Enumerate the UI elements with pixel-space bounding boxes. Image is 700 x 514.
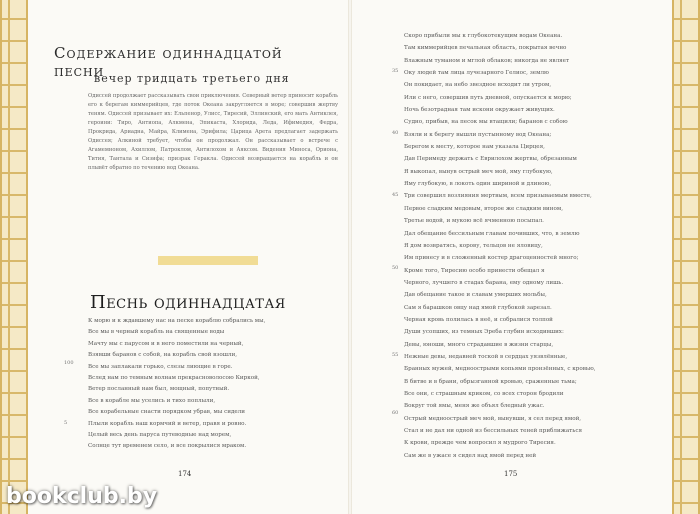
- verse-line: Скоро прибыли мы к глубокотекущим водам Океана.: [404, 33, 563, 39]
- verse-line: Судно, прибыв, на песок мы втащили; баранов с собою: [404, 119, 568, 126]
- verse-line: Все корабельные снасти порядком убрав, мы сидели: [88, 409, 245, 416]
- verse-line: Души усопших, из темных Эреба глубин исходивших:: [404, 329, 564, 336]
- verse-line: Все они, с страшным криком, со всех сторон бродили: [404, 390, 564, 397]
- verse-line: Вслед нам по темным волнам прекрасноволосою Киркой,: [88, 375, 260, 382]
- highlight-bar: [158, 256, 258, 265]
- line-number-marker: 100: [64, 360, 74, 366]
- verse-line: Кроме того, Тиресию особо принести обещал я: [404, 267, 545, 274]
- verse-line: Яму глубокую, в локоть один шириной и длиною,: [404, 181, 552, 188]
- left-page: [30, 0, 348, 514]
- verse-line: Вокруг той ямы, меня же объял бледный ужас.: [404, 403, 545, 410]
- right-page: [352, 0, 670, 514]
- verse-line: Сам я барашков овцу над ямой глубокой зарезал.: [404, 304, 552, 311]
- verse-line: Взяли и к берегу вышли пустынному вод Океана;: [404, 131, 552, 138]
- verse-line: В битве и в брани, обрызганной кровью, сраженные тьма;: [404, 378, 577, 385]
- verse-line: Там киммерийцев печальная область, покрытая вечно: [404, 45, 567, 52]
- line-number-marker: 40: [392, 130, 399, 136]
- verse-line: Дал обещание бессильным главам почивших, что, в землю: [404, 230, 580, 237]
- verse-line: Плыли корабль наш кормчий и ветер, правя и ровно.: [88, 420, 247, 427]
- verse-line: Мачту мы с парусом и в него поместили на черный,: [88, 340, 244, 347]
- right-ornamental-border: [672, 0, 700, 514]
- verse-line: Солнце тут временем село, и все покрылися мраком.: [88, 443, 247, 450]
- verse-line: Стал и не дал ни одной из бессильных теней приближаться: [404, 428, 582, 434]
- left-ornamental-border: [0, 0, 28, 514]
- verse-line: К морю и к ждавшему нас на песке кораблю собрались мы,: [88, 318, 266, 324]
- verse-line: Дав Перимеду держать с Еврилохом жертвы, обрезанным: [404, 156, 577, 163]
- verse-line: Берегом к месту, которое нам указала Цирцея,: [404, 144, 545, 151]
- song-title: Песнь одиннадцатая: [90, 292, 286, 313]
- line-number-marker: 50: [392, 265, 399, 271]
- verse-line: Влажным туманом и мглой облаков; никогда не являет: [404, 57, 570, 64]
- line-number-marker: 55: [392, 352, 399, 358]
- line-number-marker: 60: [392, 410, 399, 416]
- verse-line: Я выкопал, вынув острый меч мой, яму глубокую,: [404, 168, 553, 175]
- verse-line: Бранных мужей, медноострыми копьями пронзённых, с кровью,: [404, 366, 596, 373]
- verse-line: Первое сладким медовым, второе же сладким вином,: [404, 205, 563, 212]
- verse-line: Им принесу и в сложенный костер драгоценностей много;: [404, 255, 579, 262]
- verse-line: Черная кровь полилась в неё, и собралися толпой: [404, 316, 553, 323]
- left-verse-list: [88, 316, 348, 453]
- page-number: 174: [178, 470, 192, 478]
- verse-line: Ветер посланный нам был, мощный, попутный.: [88, 386, 230, 393]
- verse-line: Черного, лучшего в стадах барана, ему одному лишь.: [404, 279, 564, 286]
- verse-line: Или с него, совершив путь дневной, опускается к морю;: [404, 94, 572, 101]
- page-number: 175: [504, 470, 518, 478]
- contents-subtitle: вечер тридцать третьего дня: [94, 72, 290, 85]
- site-watermark: bookclub.by: [6, 484, 158, 509]
- verse-line: Я дом возвратясь, корову, тельцов не яловицу,: [404, 242, 543, 249]
- verse-line: Третье водой, и мукою всё ячменною посыпал.: [404, 218, 544, 225]
- verse-line: Взявши баранов с собой, на корабль свой взошли,: [88, 352, 237, 359]
- verse-line: Сам же в ужасе я сидел над ямой перед ней: [404, 452, 537, 459]
- verse-line: К крови, прежде чем вопросил я мудрого Тиресия.: [404, 440, 556, 447]
- verse-line: Все мы заплакали горько, слезы лиющие в горе.: [88, 363, 233, 370]
- verse-line: Он покидает, на небо звездное всходит ли утром,: [404, 82, 552, 89]
- line-number-marker: 5: [64, 420, 68, 426]
- verse-line: Целый весь день паруса путеводные над морем,: [88, 432, 232, 439]
- verse-line: Три совершил возлияния мертвым, всем призываемым вместе,: [404, 193, 592, 200]
- verse-line: Все мы в черный корабль на священные воды: [88, 329, 225, 336]
- line-number-marker: 45: [392, 192, 399, 198]
- line-number-marker: 35: [392, 68, 399, 74]
- contents-summary: Одиссей продолжает рассказывать свои приключения. Северный ветер приносит корабль его к берегам киммерийцев, где поток Океана закругляется в море; совершив жертву теням. Одиссей призывает их: Ельпенор, Улисс, Тиресий, Эллинский, его мать Антиклея, героини: Тиро, Антиопа, Алкмена, Эпикаста, Хлорида, Леда, Ифимедия, Федра, Прокрида, Ариадна, Майра, Климена, Эрифила; Царица Арета предлагает задержать Одиссея; Алкиной требует, чтобы он продолжал. Он рассказывает о встрече с Агамемноном, Ахиллом, Патроклом, Антилохом и Аяксом. Видения Миноса, Ориона, Тития, Тантала и Сизифа; призрак Геракла. Одиссей возвращается на корабль и он плывёт обратно по течению вод Океана.: [88, 93, 338, 171]
- right-verse-list: [404, 30, 664, 462]
- verse-line: Ночь безотрадная там искони окружает живущих.: [404, 107, 555, 114]
- verse-line: Все в корабле мы уселись и тихо поплыли,: [88, 397, 216, 404]
- verse-line: Дав обещание такое и славам умерших мольбы,: [404, 292, 547, 299]
- verse-line: Нежные девы, недавней тоской в сердцах уязвлённые,: [404, 353, 568, 360]
- contents-title: Содержание одиннадцатой песни: [54, 44, 283, 80]
- verse-line: Девы, юноши, много страдавшие в жизни старцы,: [404, 341, 554, 348]
- verse-line: Оку людей там лица лучезарного Гелиос, землю: [404, 70, 549, 77]
- verse-line: Острый медноострый меч мой, вынувши, я сел перед ямой,: [404, 415, 582, 422]
